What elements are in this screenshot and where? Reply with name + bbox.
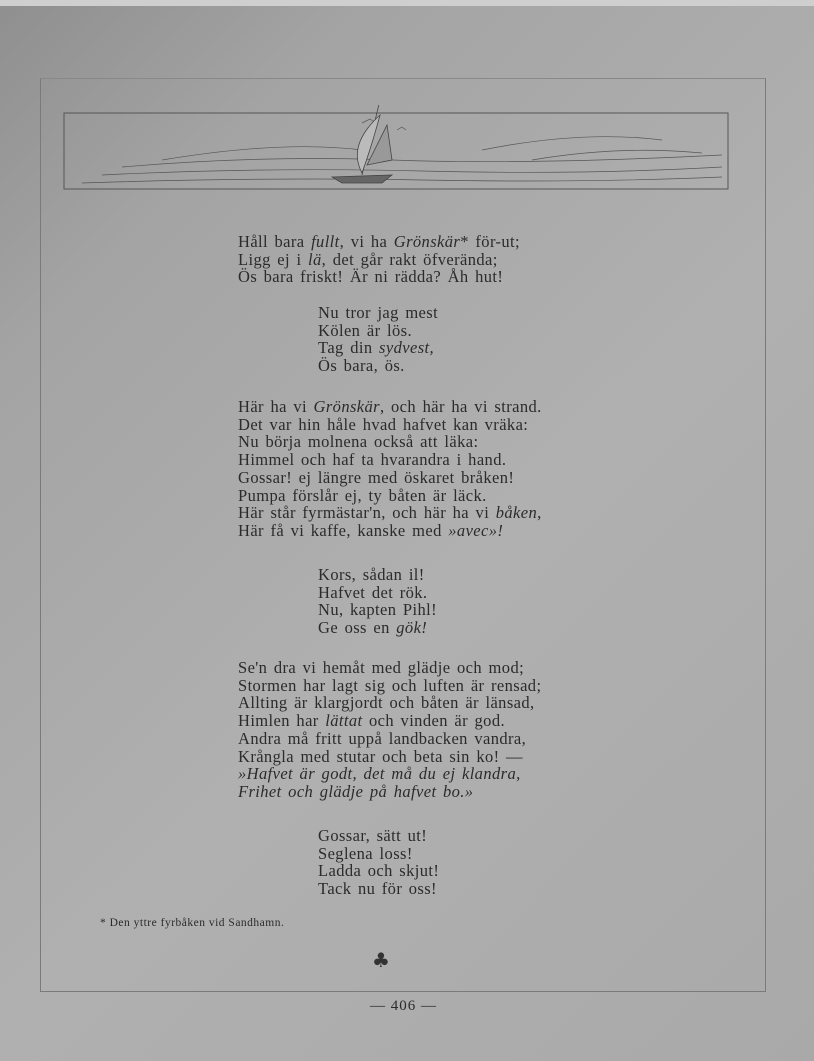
text: Nu börja molnena också att läka: — [238, 432, 479, 452]
verse-line — [238, 712, 541, 730]
verse-line — [238, 677, 541, 695]
stanza-1 — [238, 233, 520, 286]
text: Allting är klargjordt och båten är länsad, — [238, 693, 535, 713]
text: Det var hin håle hvad hafvet kan vräka: — [238, 414, 529, 434]
verse-line — [238, 416, 542, 434]
verse-line — [318, 601, 437, 619]
verse-line — [318, 339, 438, 357]
text: Ligg ej i — [238, 249, 309, 269]
italic-text: »avec»! — [448, 520, 504, 540]
text: , vi ha — [339, 232, 394, 251]
text: Pumpa förslår ej, ty båten är läck. — [238, 485, 487, 505]
verse-line — [238, 451, 542, 469]
italic-text: Grönskär — [393, 232, 461, 251]
text: , och här ha vi strand. — [379, 397, 542, 416]
text: Se'n dra vi hemåt med glädje och mod; — [238, 658, 525, 677]
stanza-3 — [238, 398, 542, 540]
text: Stormen har lagt sig och luften är rensad; — [238, 675, 542, 695]
italic-text: lä — [308, 249, 322, 269]
text: Här få vi kaffe, kanske med — [238, 520, 449, 540]
verse-line — [238, 730, 541, 748]
sailboat-illustration — [62, 105, 730, 195]
text: och vinden är god. — [362, 711, 505, 731]
italic-text: fullt — [311, 232, 340, 251]
text: Gossar, sätt ut! — [318, 826, 428, 845]
verse-line — [238, 233, 520, 251]
text: Gossar! ej längre med öskaret bråken! — [238, 467, 515, 487]
verse-line — [318, 584, 437, 602]
verse-line — [238, 765, 541, 783]
verse-line — [318, 827, 439, 845]
text: Tack nu för oss! — [318, 879, 437, 899]
verse-line — [238, 251, 520, 269]
verse-line — [318, 357, 438, 375]
stanza-4 — [318, 566, 437, 637]
stanza-2 — [318, 304, 438, 375]
verse-line — [238, 487, 542, 505]
italic-text: Frihet och glädje på hafvet bo.» — [238, 781, 474, 801]
verse-line — [238, 433, 542, 451]
verse-line — [238, 398, 542, 416]
footnote: * Den yttre fyrbåken vid Sandhamn. — [100, 917, 285, 929]
text: Kölen är lös. — [318, 320, 412, 340]
verse-line — [238, 659, 541, 677]
text: Här ha vi — [238, 397, 314, 416]
text: Ös bara, ös. — [318, 356, 405, 376]
verse-line — [238, 268, 520, 286]
scan-edge — [0, 0, 814, 6]
verse-line — [318, 862, 439, 880]
verse-line — [238, 694, 541, 712]
page-number: — 406 — — [370, 998, 437, 1014]
text: Himlen har — [238, 711, 326, 731]
italic-text: Grönskär — [313, 397, 380, 416]
text: Ös bara friskt! Är ni rädda? Åh hut! — [238, 267, 504, 287]
verse-line — [318, 304, 438, 322]
text: Tag din — [318, 338, 380, 358]
italic-text: båken, — [495, 503, 542, 523]
text: Kors, sådan il! — [318, 565, 425, 584]
verse-line — [238, 522, 542, 540]
text: Seglena loss! — [318, 843, 413, 863]
verse-line — [238, 504, 542, 522]
text: Nu, kapten Pihl! — [318, 600, 438, 620]
text: Här står fyrmästar'n, och här ha vi — [238, 503, 496, 523]
stanza-5 — [238, 659, 541, 801]
text: Nu tror jag mest — [318, 303, 439, 322]
text: Håll bara — [238, 232, 312, 251]
italic-text: lättat — [325, 711, 363, 731]
verse-line — [318, 322, 438, 340]
text: Ladda och skjut! — [318, 861, 440, 881]
verse-line — [318, 880, 439, 898]
verse-line — [238, 748, 541, 766]
text: Krångla med stutar och beta sin ko! — — [238, 746, 523, 766]
text: , det går rakt öfverända; — [321, 249, 498, 269]
italic-text: gök! — [396, 618, 428, 638]
verse-line — [238, 469, 542, 487]
text: Andra må fritt uppå landbacken vandra, — [238, 728, 527, 748]
verse-line — [318, 845, 439, 863]
verse-line — [318, 619, 437, 637]
text: Ge oss en — [318, 618, 397, 638]
text: * för-ut; — [460, 232, 521, 251]
verse-line — [238, 783, 541, 801]
club-ornament-icon: ♣ — [372, 948, 390, 972]
italic-text: sydvest, — [379, 338, 435, 358]
text: Himmel och haf ta hvarandra i hand. — [238, 450, 507, 470]
text: Hafvet det rök. — [318, 582, 428, 602]
verse-line — [318, 566, 437, 584]
italic-text: »Hafvet är godt, det må du ej klandra, — [238, 764, 521, 784]
stanza-6 — [318, 827, 439, 898]
